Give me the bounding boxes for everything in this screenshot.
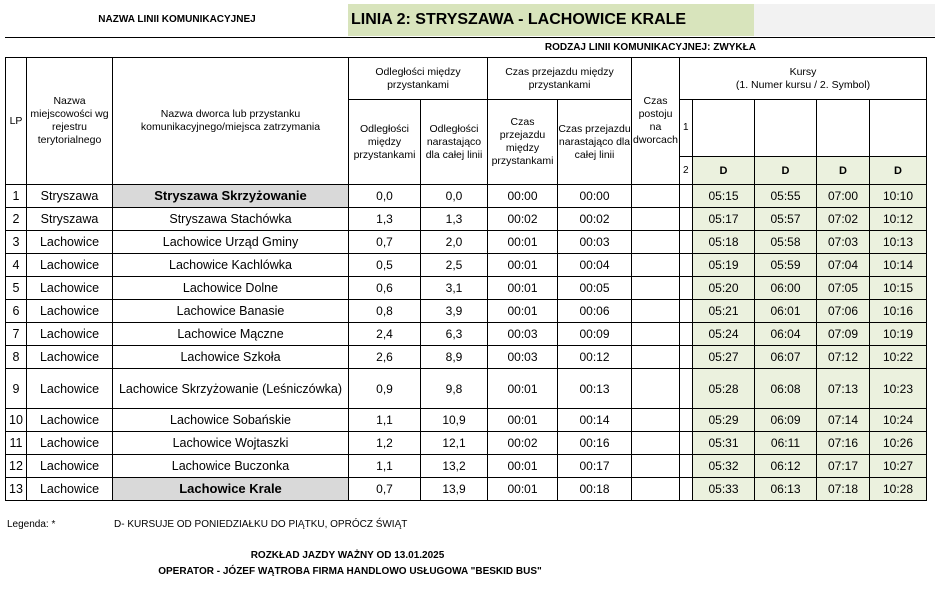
row-departure-time: 06:13 <box>755 478 817 501</box>
table-row <box>6 300 927 323</box>
row-time-cumulative: 00:14 <box>558 409 632 432</box>
row-lp: 10 <box>6 409 27 432</box>
row-locality: Lachowice <box>27 432 113 455</box>
row-time-cumulative: 00:05 <box>558 277 632 300</box>
row-stop-time <box>632 369 680 409</box>
row-distance: 1,1 <box>349 409 421 432</box>
row-distance: 0,7 <box>349 478 421 501</box>
table-row <box>6 323 927 346</box>
row-departure-time: 10:10 <box>870 185 927 208</box>
row-distance-cumulative: 3,9 <box>421 300 488 323</box>
row-distance-cumulative: 3,1 <box>421 277 488 300</box>
row-stop-time <box>632 277 680 300</box>
table-row <box>6 185 927 208</box>
row-time: 00:03 <box>488 323 558 346</box>
row-stop-time <box>632 231 680 254</box>
row-departure-time: 07:18 <box>817 478 870 501</box>
row-locality: Lachowice <box>27 231 113 254</box>
row-distance-cumulative: 6,3 <box>421 323 488 346</box>
row-distance-cumulative: 13,9 <box>421 478 488 501</box>
row-stop-name: Lachowice Kachlówka <box>113 254 349 277</box>
row-distance: 0,7 <box>349 231 421 254</box>
row-locality: Lachowice <box>27 455 113 478</box>
table-row <box>6 369 927 409</box>
row-departure-time: 05:32 <box>693 455 755 478</box>
row-time: 00:01 <box>488 231 558 254</box>
row-stop-name: Lachowice Skrzyżowanie (Leśniczówka) <box>113 369 349 409</box>
row-departure-time: 10:19 <box>870 323 927 346</box>
row-spacer <box>680 231 693 254</box>
validity-date: ROZKŁAD JAZDY WAŻNY OD 13.01.2025 <box>250 550 445 561</box>
row-locality: Lachowice <box>27 277 113 300</box>
row-distance: 2,6 <box>349 346 421 369</box>
row-departure-time: 05:21 <box>693 300 755 323</box>
row-spacer <box>680 455 693 478</box>
row-departure-time: 10:12 <box>870 208 927 231</box>
header-divider <box>5 37 935 38</box>
row-departure-time: 07:13 <box>817 369 870 409</box>
row-departure-time: 07:02 <box>817 208 870 231</box>
row-stop-time <box>632 432 680 455</box>
row-spacer <box>680 346 693 369</box>
row-time-cumulative: 00:04 <box>558 254 632 277</box>
course-number-cell <box>755 100 817 157</box>
table-row <box>6 254 927 277</box>
course-number-label: 1 <box>680 100 693 157</box>
row-stop-time <box>632 208 680 231</box>
col-header-distance-between: Odległości między przystankami <box>349 100 421 185</box>
row-stop-time <box>632 185 680 208</box>
row-spacer <box>680 208 693 231</box>
row-departure-time: 07:03 <box>817 231 870 254</box>
course-symbol: D <box>693 157 755 185</box>
row-locality: Stryszawa <box>27 208 113 231</box>
row-stop-name: Stryszawa Skrzyżowanie <box>113 185 349 208</box>
row-lp: 7 <box>6 323 27 346</box>
row-departure-time: 10:14 <box>870 254 927 277</box>
row-stop-time <box>632 409 680 432</box>
row-departure-time: 10:27 <box>870 455 927 478</box>
table-row <box>6 346 927 369</box>
row-spacer <box>680 409 693 432</box>
row-departure-time: 07:09 <box>817 323 870 346</box>
row-spacer <box>680 254 693 277</box>
row-lp: 11 <box>6 432 27 455</box>
row-locality: Lachowice <box>27 300 113 323</box>
row-departure-time: 05:24 <box>693 323 755 346</box>
row-stop-name: Lachowice Urząd Gminy <box>113 231 349 254</box>
row-time-cumulative: 00:03 <box>558 231 632 254</box>
row-departure-time: 06:04 <box>755 323 817 346</box>
row-stop-name: Lachowice Szkoła <box>113 346 349 369</box>
row-stop-time <box>632 478 680 501</box>
course-number-cell <box>870 100 927 157</box>
row-distance: 0,5 <box>349 254 421 277</box>
row-spacer <box>680 323 693 346</box>
row-departure-time: 06:01 <box>755 300 817 323</box>
row-departure-time: 05:58 <box>755 231 817 254</box>
row-time: 00:02 <box>488 432 558 455</box>
table-row <box>6 432 927 455</box>
row-time: 00:00 <box>488 185 558 208</box>
row-departure-time: 06:00 <box>755 277 817 300</box>
row-lp: 9 <box>6 369 27 409</box>
row-departure-time: 07:17 <box>817 455 870 478</box>
table-row <box>6 478 927 501</box>
col-header-locality: Nazwa miejscowości wg rejestru terytorialnego <box>27 58 113 185</box>
row-departure-time: 07:06 <box>817 300 870 323</box>
row-locality: Lachowice <box>27 254 113 277</box>
course-number-cell <box>817 100 870 157</box>
header-empty-cell <box>754 4 935 36</box>
row-distance-cumulative: 2,0 <box>421 231 488 254</box>
row-time-cumulative: 00:12 <box>558 346 632 369</box>
row-departure-time: 05:15 <box>693 185 755 208</box>
row-time-cumulative: 00:06 <box>558 300 632 323</box>
row-stop-name: Stryszawa Stachówka <box>113 208 349 231</box>
row-time: 00:01 <box>488 254 558 277</box>
row-time: 00:01 <box>488 277 558 300</box>
row-time-cumulative: 00:02 <box>558 208 632 231</box>
legend-label: Legenda: * <box>7 519 56 530</box>
row-departure-time: 10:26 <box>870 432 927 455</box>
line-name-label: NAZWA LINII KOMUNIKACYJNEJ <box>98 13 256 25</box>
col-header-travel-time-group: Czas przejazdu między przystankami <box>488 58 632 100</box>
row-distance: 1,2 <box>349 432 421 455</box>
row-departure-time: 06:09 <box>755 409 817 432</box>
course-number-cell <box>693 100 755 157</box>
col-header-distances-group: Odległości między przystankami <box>349 58 488 100</box>
row-time: 00:01 <box>488 478 558 501</box>
row-distance-cumulative: 10,9 <box>421 409 488 432</box>
row-distance-cumulative: 2,5 <box>421 254 488 277</box>
row-departure-time: 07:05 <box>817 277 870 300</box>
row-departure-time: 05:20 <box>693 277 755 300</box>
row-departure-time: 05:55 <box>755 185 817 208</box>
row-stop-time <box>632 346 680 369</box>
row-departure-time: 05:33 <box>693 478 755 501</box>
row-distance: 2,4 <box>349 323 421 346</box>
row-distance-cumulative: 12,1 <box>421 432 488 455</box>
row-stop-name: Lachowice Buczonka <box>113 455 349 478</box>
row-stop-name: Lachowice Wojtaszki <box>113 432 349 455</box>
table-row <box>6 409 927 432</box>
row-time: 00:01 <box>488 300 558 323</box>
row-departure-time: 07:12 <box>817 346 870 369</box>
col-header-time-between: Czas przejazdu między przystankami <box>488 100 558 185</box>
row-time-cumulative: 00:09 <box>558 323 632 346</box>
row-stop-name: Lachowice Mączne <box>113 323 349 346</box>
row-departure-time: 10:23 <box>870 369 927 409</box>
row-stop-name: Lachowice Banasie <box>113 300 349 323</box>
row-departure-time: 10:24 <box>870 409 927 432</box>
row-spacer <box>680 369 693 409</box>
col-header-stop-time: Czas postoju na dworcach <box>632 58 680 185</box>
col-header-courses: Kursy (1. Numer kursu / 2. Symbol) <box>680 58 927 100</box>
row-time: 00:02 <box>488 208 558 231</box>
row-departure-time: 05:18 <box>693 231 755 254</box>
col-header-stop-name: Nazwa dworca lub przystanku komunikacyjnego/miejsca zatrzymania <box>113 58 349 185</box>
row-stop-time <box>632 323 680 346</box>
col-header-lp: LP <box>6 58 27 185</box>
line-type-label: RODZAJ LINII KOMUNIKACYJNEJ: ZWYKŁA <box>544 42 756 53</box>
row-departure-time: 05:17 <box>693 208 755 231</box>
row-departure-time: 10:16 <box>870 300 927 323</box>
table-row <box>6 231 927 254</box>
row-distance-cumulative: 1,3 <box>421 208 488 231</box>
row-time-cumulative: 00:13 <box>558 369 632 409</box>
row-locality: Stryszawa <box>27 185 113 208</box>
course-symbol: D <box>755 157 817 185</box>
row-departure-time: 05:19 <box>693 254 755 277</box>
row-stop-name: Lachowice Sobańskie <box>113 409 349 432</box>
course-symbol: D <box>870 157 927 185</box>
row-departure-time: 07:00 <box>817 185 870 208</box>
row-spacer <box>680 478 693 501</box>
row-time-cumulative: 00:18 <box>558 478 632 501</box>
row-lp: 1 <box>6 185 27 208</box>
table-row <box>6 277 927 300</box>
row-lp: 5 <box>6 277 27 300</box>
row-distance-cumulative: 0,0 <box>421 185 488 208</box>
row-locality: Lachowice <box>27 323 113 346</box>
row-stop-name: Lachowice Dolne <box>113 277 349 300</box>
row-departure-time: 06:11 <box>755 432 817 455</box>
row-distance: 1,1 <box>349 455 421 478</box>
row-departure-time: 06:12 <box>755 455 817 478</box>
row-departure-time: 06:07 <box>755 346 817 369</box>
course-symbol: D <box>817 157 870 185</box>
row-time-cumulative: 00:00 <box>558 185 632 208</box>
row-stop-time <box>632 300 680 323</box>
row-departure-time: 07:04 <box>817 254 870 277</box>
line-title: LINIA 2: STRYSZAWA - LACHOWICE KRALE <box>348 4 754 36</box>
row-departure-time: 07:14 <box>817 409 870 432</box>
row-time: 00:01 <box>488 455 558 478</box>
legend-text: D- KURSUJE OD PONIEDZIAŁKU DO PIĄTKU, OPRÓCZ ŚWIĄT <box>114 519 408 530</box>
row-distance: 0,6 <box>349 277 421 300</box>
row-locality: Lachowice <box>27 346 113 369</box>
timetable <box>5 57 927 501</box>
row-departure-time: 06:08 <box>755 369 817 409</box>
row-departure-time: 05:31 <box>693 432 755 455</box>
row-distance-cumulative: 9,8 <box>421 369 488 409</box>
row-time: 00:03 <box>488 346 558 369</box>
row-lp: 4 <box>6 254 27 277</box>
row-lp: 2 <box>6 208 27 231</box>
row-lp: 8 <box>6 346 27 369</box>
table-row <box>6 455 927 478</box>
row-time-cumulative: 00:16 <box>558 432 632 455</box>
row-departure-time: 10:22 <box>870 346 927 369</box>
row-lp: 3 <box>6 231 27 254</box>
row-stop-time <box>632 254 680 277</box>
row-time: 00:01 <box>488 369 558 409</box>
row-spacer <box>680 300 693 323</box>
table-row <box>6 208 927 231</box>
row-departure-time: 05:28 <box>693 369 755 409</box>
row-time-cumulative: 00:17 <box>558 455 632 478</box>
row-departure-time: 05:59 <box>755 254 817 277</box>
col-header-distance-cumulative: Odległości narastająco dla całej linii <box>421 100 488 185</box>
operator-label: OPERATOR - JÓZEF WĄTROBA FIRMA HANDLOWO USŁUGOWA "BESKID BUS" <box>158 566 542 577</box>
row-stop-name: Lachowice Krale <box>113 478 349 501</box>
row-departure-time: 10:28 <box>870 478 927 501</box>
row-locality: Lachowice <box>27 369 113 409</box>
row-departure-time: 05:29 <box>693 409 755 432</box>
row-spacer <box>680 277 693 300</box>
row-lp: 6 <box>6 300 27 323</box>
row-stop-time <box>632 455 680 478</box>
row-spacer <box>680 432 693 455</box>
row-lp: 13 <box>6 478 27 501</box>
row-spacer <box>680 185 693 208</box>
row-distance: 1,3 <box>349 208 421 231</box>
row-departure-time: 10:13 <box>870 231 927 254</box>
row-locality: Lachowice <box>27 478 113 501</box>
col-header-time-cumulative: Czas przejazdu narastająco dla całej linii <box>558 100 632 185</box>
row-distance-cumulative: 13,2 <box>421 455 488 478</box>
row-locality: Lachowice <box>27 409 113 432</box>
row-departure-time: 05:27 <box>693 346 755 369</box>
row-lp: 12 <box>6 455 27 478</box>
row-distance-cumulative: 8,9 <box>421 346 488 369</box>
row-time: 00:01 <box>488 409 558 432</box>
row-departure-time: 10:15 <box>870 277 927 300</box>
row-departure-time: 05:57 <box>755 208 817 231</box>
row-departure-time: 07:16 <box>817 432 870 455</box>
course-symbol-label: 2 <box>680 157 693 185</box>
row-distance: 0,9 <box>349 369 421 409</box>
row-distance: 0,0 <box>349 185 421 208</box>
row-distance: 0,8 <box>349 300 421 323</box>
